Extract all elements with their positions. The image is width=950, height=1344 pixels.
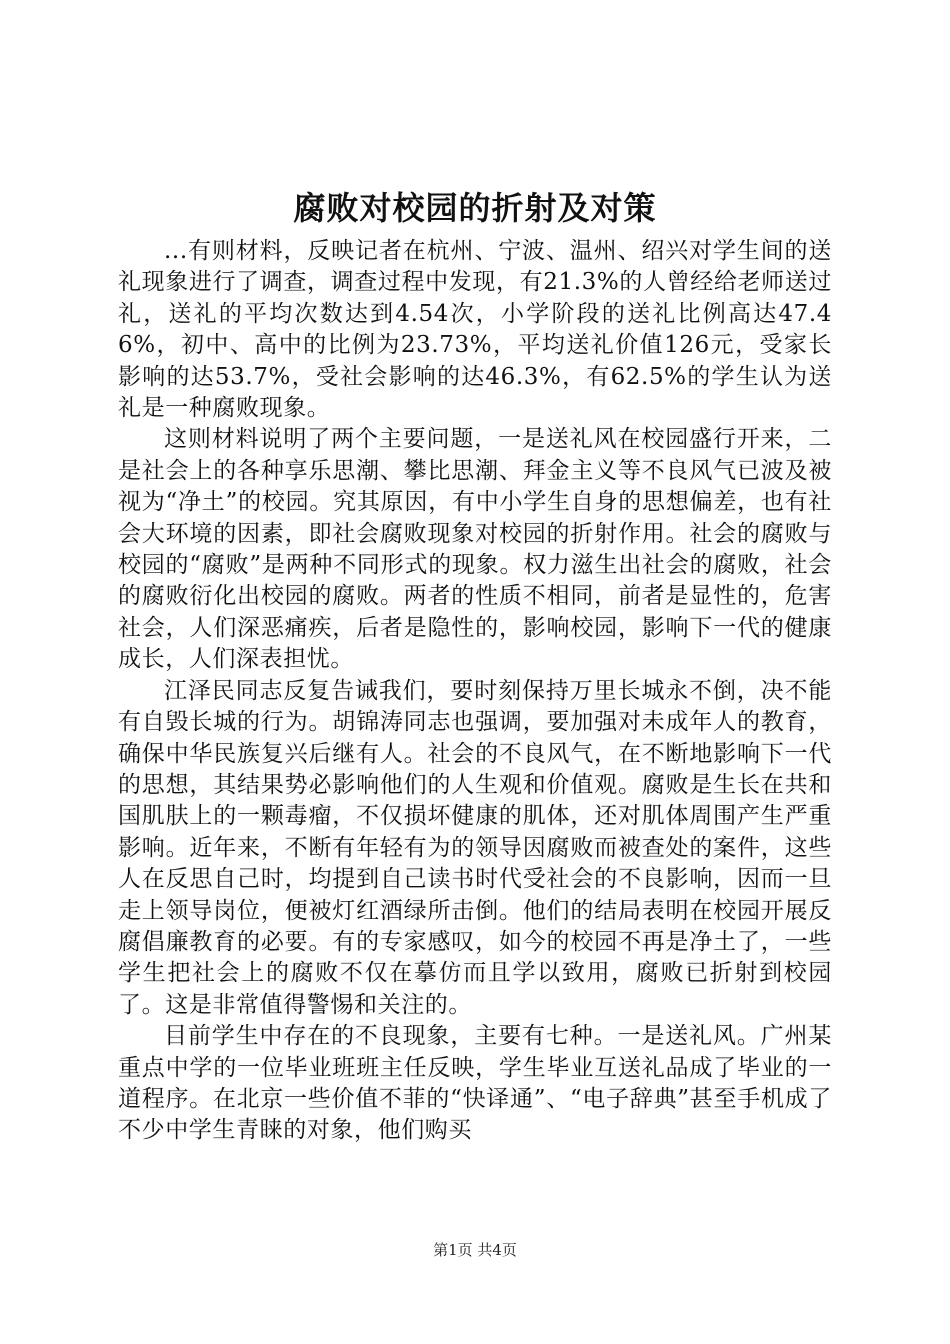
paragraph-3: 江泽民同志反复告诫我们，要时刻保持万里长城永不倒，决不能有自毁长城的行为。胡锦涛同志也强调，要加强对未成年人的教育，确保中华民族复兴后继有人。社会的不良风气，在不断地影响下一代的思想，其结果势必影响他们的人生观和价值观。腐败是生长在共和国肌肤上的一颗毒瘤，不仅损坏健康的肌体，还对肌体周围产生严重影响。近年来，不断有年轻有为的领导因腐败而被查处的案件，这些人在反思自己时，均提到自己读书时代受社会的不良影响，因而一旦走上领导岗位，便被灯红酒绿所击倒。他们的结局表明在校园开展反腐倡廉教育的必要。有的专家感叹，如今的校园不再是净土了，一些学生把社会上的腐败不仅在摹仿而且学以致用，腐败已折射到校园了。这是非常值得警惕和关注的。	[118, 677, 832, 1018]
paragraph-4: 目前学生中存在的不良现象，主要有七种。一是送礼风。广州某重点中学的一位毕业班班主任反映，学生毕业互送礼品成了毕业的一道程序。在北京一些价值不菲的“快译通”、“电子辞典”甚至手机成了不少中学生青睐的对象，他们购买	[118, 1023, 832, 1144]
paragraph-2: 这则材料说明了两个主要问题，一是送礼风在校园盛行开来，二是社会上的各种享乐思潮、攀比思潮、拜金主义等不良风气已波及被视为“净土”的校园。究其原因，有中小学生自身的思想偏差，也有社会大环境的因素，即社会腐败现象对校园的折射作用。社会的腐败与校园的“腐败”是两种不同形式的现象。权力滋生出社会的腐败，社会的腐败衍化出校园的腐败。两者的性质不相同，前者是显性的，危害社会，人们深恶痛疾，后者是隐性的，影响校园，影响下一代的健康成长，人们深表担忧。	[118, 426, 832, 673]
paragraph-1: ...有则材料，反映记者在杭州、宁波、温州、绍兴对学生间的送礼现象进行了调查，调查过程中发现，有21.3%的人曾经给老师送过礼，送礼的平均次数达到4.54次，小学阶段的送礼比例高达47.46%，初中、高中的比例为23.73%，平均送礼价值126元，受家长影响的达53.7%，受社会影响的达46.3%，有62.5%的学生认为送礼是一种腐败现象。	[118, 238, 832, 422]
page-number-footer: 第1页 共4页	[433, 1241, 517, 1259]
document-title: 腐败对校园的折射及对策	[293, 189, 657, 227]
document-body	[118, 236, 832, 1147]
